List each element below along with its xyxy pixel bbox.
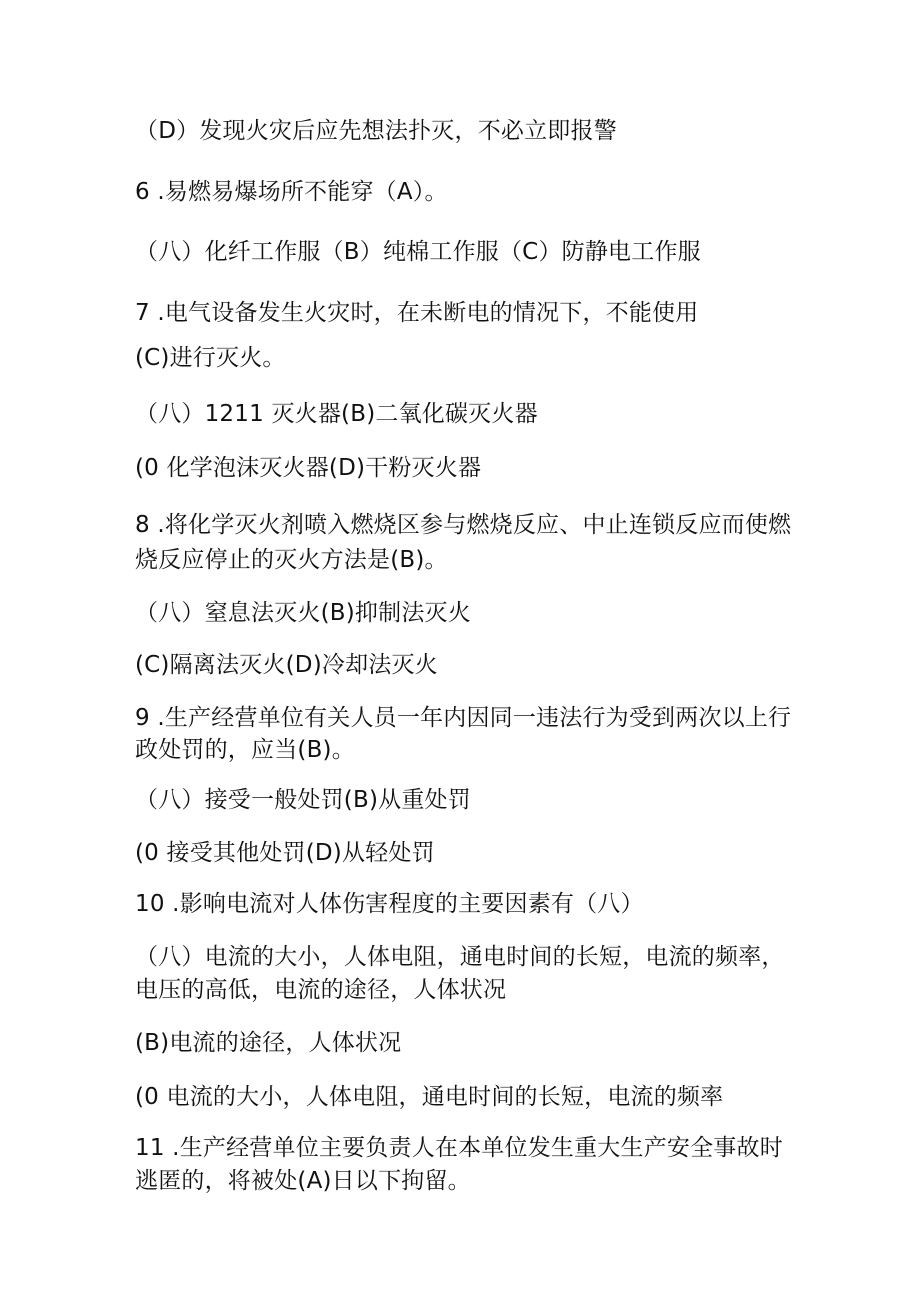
question-8-options-c-d: (C)隔离法灭火(D)冷却法灭火: [135, 652, 438, 678]
question-7-options-a-b: （八）1211 灭火器(B)二氧化碳灭火器: [135, 401, 538, 427]
question-11-continued: 逃匿的，将被处(A)日以下拘留。: [135, 1168, 471, 1194]
question-8-options-a-b: （八）窒息法灭火(B)抑制法灭火: [135, 600, 471, 626]
question-10-option-b: (B)电流的途径，人体状况: [135, 1030, 402, 1056]
question-8: 8 .将化学灭火剂喷入燃烧区参与燃烧反应、中止连锁反应而使燃: [135, 512, 792, 538]
question-10-option-a: （八）电流的大小，人体电阻，通电时间的长短，电流的频率，: [135, 944, 785, 970]
question-6: 6 .易燃易爆场所不能穿（A）。: [135, 179, 448, 205]
question-9: 9 .生产经营单位有关人员一年内因同一违法行为受到两次以上行: [135, 705, 792, 731]
question-9-options-c-d: (0 接受其他处罚(D)从轻处罚: [135, 840, 435, 866]
question-10-option-c: (0 电流的大小，人体电阻，通电时间的长短，电流的频率: [135, 1084, 724, 1110]
question-7-continued: (C)进行灭火。: [135, 345, 286, 371]
text-line: （D）发现火灾后应先想法扑灭，不必立即报警: [135, 118, 617, 144]
question-8-continued: 烧反应停止的灭火方法是(B)。: [135, 547, 448, 573]
question-7: 7 .电气设备发生火灾时，在未断电的情况下，不能使用: [135, 300, 699, 326]
question-9-options-a-b: （八）接受一般处罚(B)从重处罚: [135, 787, 471, 813]
question-9-continued: 政处罚的，应当(B)。: [135, 737, 355, 763]
question-6-options: （八）化纤工作服（B）纯棉工作服（C）防静电工作服: [135, 239, 701, 265]
question-7-options-c-d: (0 化学泡沫灭火器(D)干粉灭火器: [135, 455, 482, 481]
question-10: 10 .影响电流对人体伤害程度的主要因素有（八）: [135, 891, 644, 917]
question-10-option-a-continued: 电压的高低，电流的途径，人体状况: [135, 977, 507, 1003]
question-11: 11 .生产经营单位主要负责人在本单位发生重大生产安全事故时: [135, 1135, 783, 1161]
